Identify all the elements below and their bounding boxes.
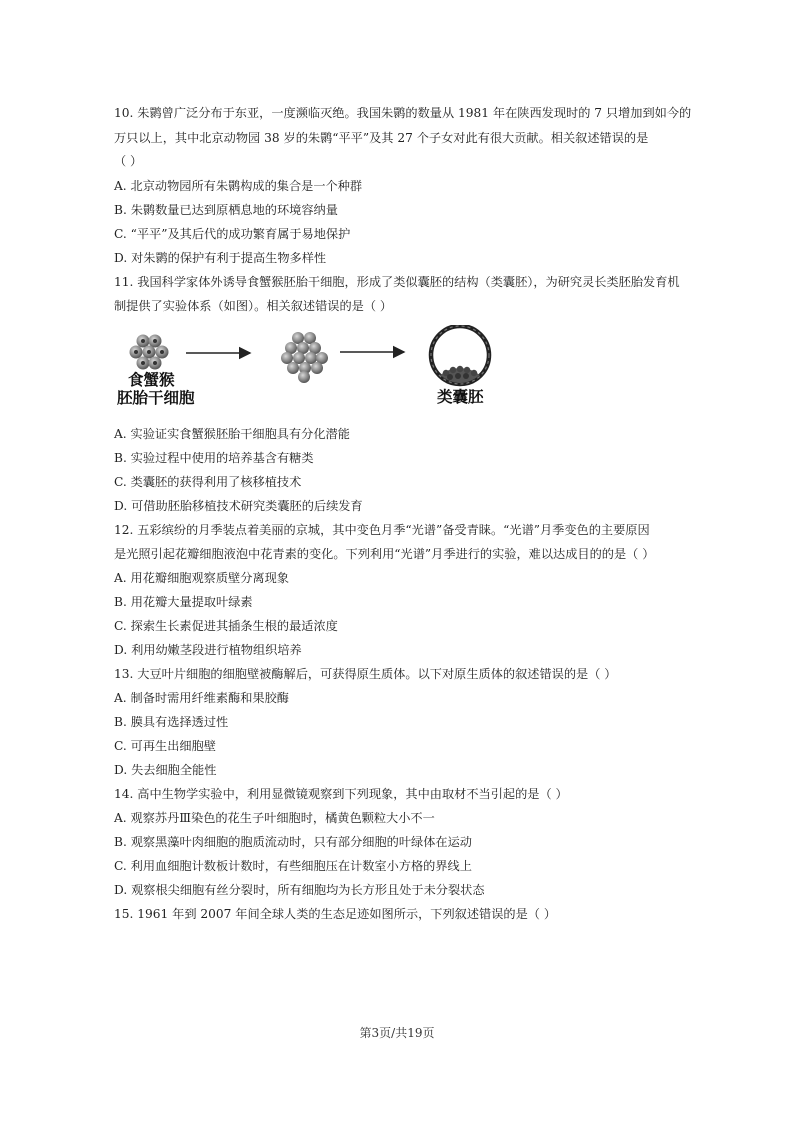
- q12-option-b: B. 用花瓣大量提取叶绿素: [114, 595, 253, 609]
- q11-option-c: C. 类囊胚的获得利用了核移植技术: [114, 475, 302, 489]
- q13-option-a: A. 制备时需用纤维素酶和果胶酶: [114, 691, 289, 705]
- q13-stem-line-1: 13. 大豆叶片细胞的细胞壁被酶解后，可获得原生质体。以下对原生质体的叙述错误的是（ ）: [114, 667, 617, 681]
- q14-option-a: A. 观察苏丹Ⅲ染色的花生子叶细胞时，橘黄色颗粒大小不一: [114, 811, 435, 825]
- q12-option-d: D. 利用幼嫩茎段进行植物组织培养: [114, 643, 302, 657]
- q13-option-b: B. 膜具有选择透过性: [114, 715, 229, 729]
- cell-aggregate-icon: [281, 332, 328, 383]
- q12-option-a: A. 用花瓣细胞观察质壁分离现象: [114, 571, 289, 585]
- q14-option-c: C. 利用血细胞计数板计数时，有些细胞压在计数室小方格的界线上: [114, 859, 472, 873]
- q10-stem-line-2: 万只以上，其中北京动物园 38 岁的朱鹮“平平”及其 27 个子女对此有很大贡献。相关叙述错误的是: [114, 131, 649, 145]
- figure-label-species: 食蟹猴: [128, 371, 175, 389]
- page-number: 第3页/共19页: [359, 1026, 435, 1040]
- q14-stem-line-1: 14. 高中生物学实验中，利用显微镜观察到下列现象，其中由取材不当引起的是（ ）: [114, 787, 568, 801]
- q13-option-c: C. 可再生出细胞壁: [114, 739, 216, 753]
- q10-option-b: B. 朱鹮数量已达到原栖息地的环境容纳量: [114, 203, 338, 217]
- q11-stem-line-1: 11. 我国科学家体外诱导食蟹猴胚胎干细胞，形成了类似囊胚的结构（类囊胚），为研究灵长类胚胎发育机: [114, 275, 680, 289]
- q10-option-d: D. 对朱鹮的保护有利于提高生物多样性: [114, 251, 327, 265]
- figure-label-stem-cells: 胚胎干细胞: [117, 389, 195, 407]
- q11-option-a: A. 实验证实食蟹猴胚胎干细胞具有分化潜能: [114, 427, 350, 441]
- q10-stem-line-1: 10. 朱鹮曾广泛分布于东亚，一度濒临灭绝。我国朱鹮的数量从 1981 年在陕西发现时的 7 只增加到如今的: [114, 106, 692, 120]
- figure-label-blastoid: 类囊胚: [437, 388, 484, 406]
- q14-option-d: D. 观察根尖细胞有丝分裂时，所有细胞均为长方形且处于未分裂状态: [114, 883, 485, 897]
- q14-option-b: B. 观察黑藻叶肉细胞的胞质流动时，只有部分细胞的叶绿体在运动: [114, 835, 472, 849]
- q10-stem-line-3: （ ）: [114, 154, 143, 168]
- q10-option-c: C. “平平”及其后代的成功繁育属于易地保护: [114, 227, 351, 241]
- q11-option-d: D. 可借助胚胎移植技术研究类囊胚的后续发育: [114, 499, 363, 513]
- q13-option-d: D. 失去细胞全能性: [114, 763, 217, 777]
- stem-cell-cluster-icon: [130, 335, 169, 370]
- q15-stem-line-1: 15. 1961 年到 2007 年间全球人类的生态足迹如图所示，下列叙述错误的是（ ）: [114, 907, 557, 921]
- q10-option-a: A. 北京动物园所有朱鹮构成的集合是一个种群: [114, 179, 363, 193]
- q12-option-c: C. 探索生长素促进其插条生根的最适浓度: [114, 619, 338, 633]
- q12-stem-line-1: 12. 五彩缤纷的月季装点着美丽的京城，其中变色月季“光谱”备受青睐。“光谱”月季变色的主要原因: [114, 523, 650, 537]
- blastoid-icon: [431, 326, 489, 384]
- q11-option-b: B. 实验过程中使用的培养基含有糖类: [114, 451, 314, 465]
- q12-stem-line-2: 是光照引起花瓣细胞液泡中花青素的变化。下列利用“光谱”月季进行的实验，难以达成目的的是（ ）: [114, 547, 655, 561]
- q11-stem-line-2: 制提供了实验体系（如图）。相关叙述错误的是（ ）: [114, 299, 393, 313]
- blastoid-figure: [114, 325, 514, 415]
